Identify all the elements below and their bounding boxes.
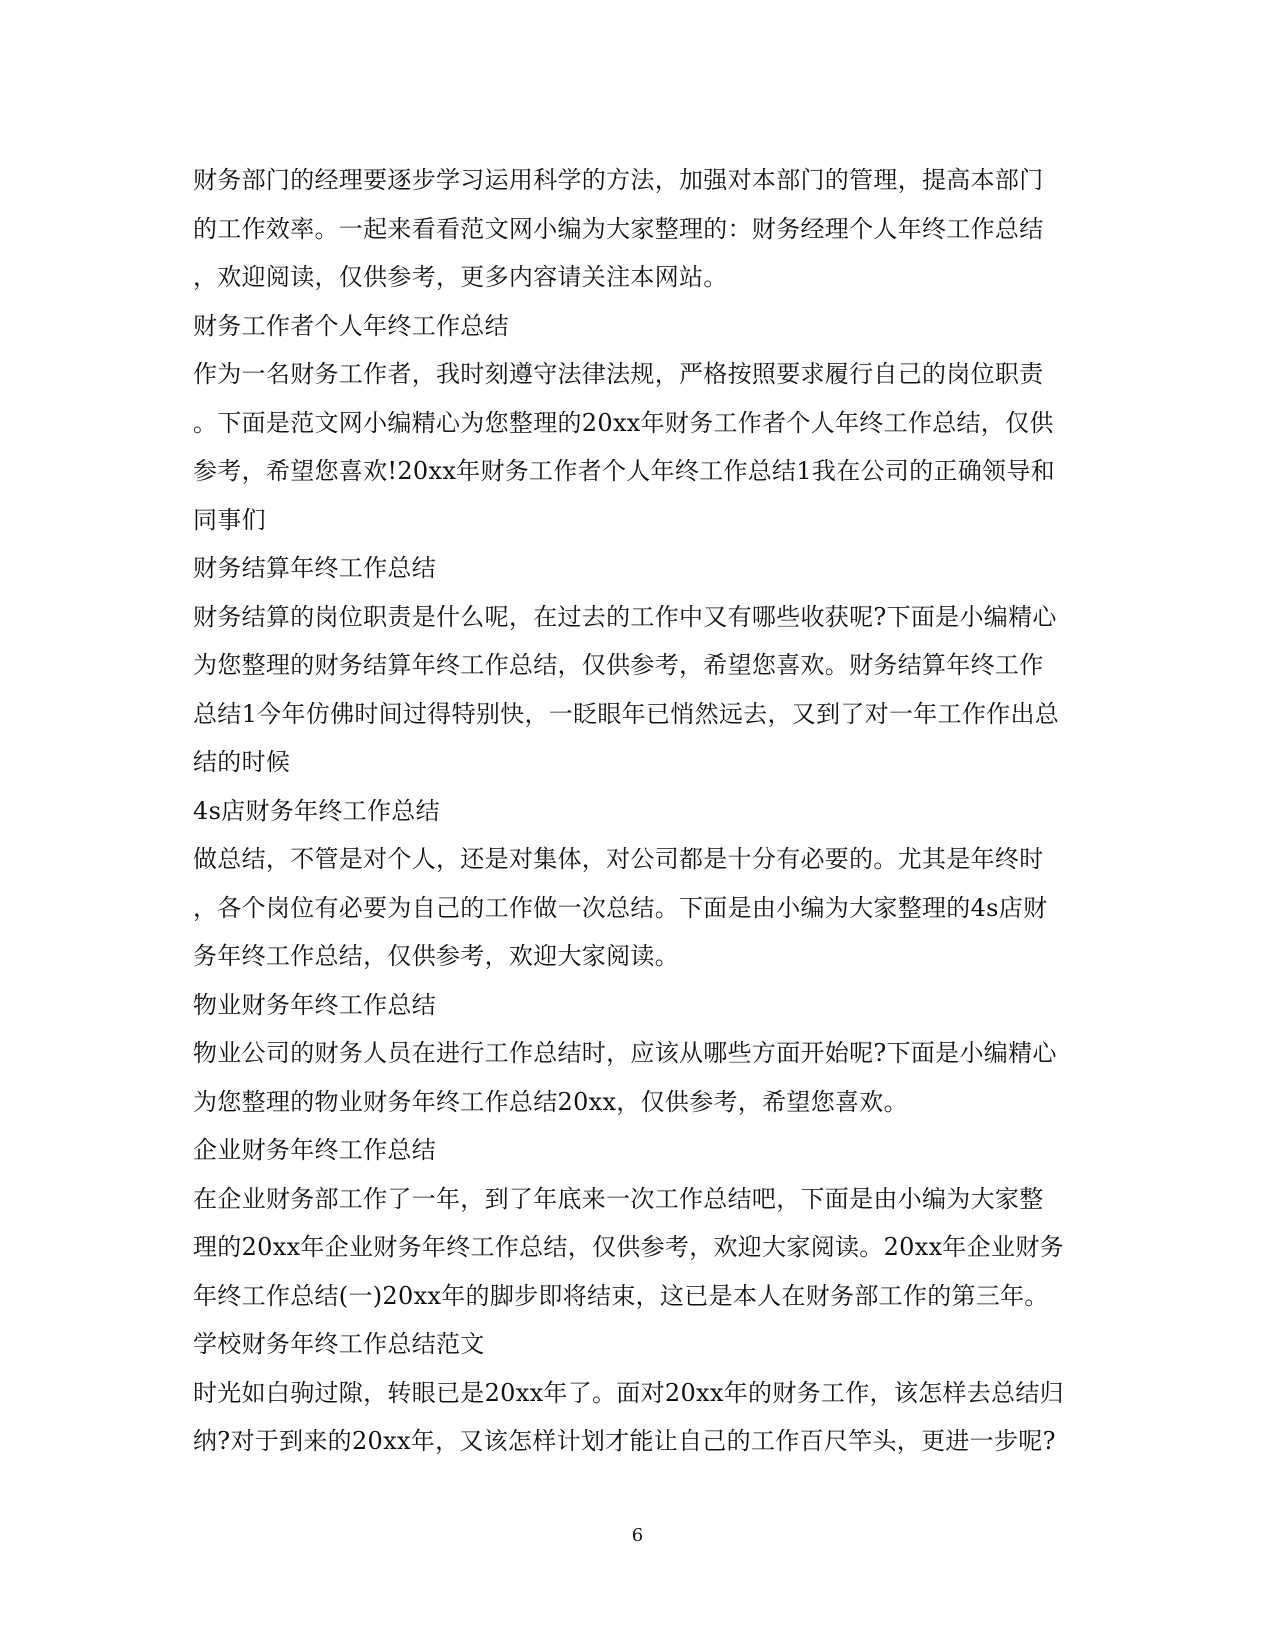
text-line: ，欢迎阅读，仅供参考，更多内容请关注本网站。: [193, 263, 728, 291]
section-heading: 学校财务年终工作总结范文: [193, 1330, 485, 1358]
text-line: 做总结，不管是对个人，还是对集体，对公司都是十分有必要的。尤其是年终时: [193, 845, 1044, 873]
section-heading: 物业财务年终工作总结: [193, 990, 436, 1019]
text-line: 理的20xx年企业财务年终工作总结，仅供参考，欢迎大家阅读。20xx年企业财务: [193, 1233, 1064, 1261]
text-line: 时光如白驹过隙，转眼已是20xx年了。面对20xx年的财务工作，该怎样去总结归: [193, 1378, 1064, 1407]
text-line: 务年终工作总结，仅供参考，欢迎大家阅读。: [193, 942, 679, 970]
text-line: 结的时候: [193, 748, 291, 776]
section-heading: 4s店财务年终工作总结: [193, 796, 440, 825]
text-line: 为您整理的物业财务年终工作总结20xx，仅供参考，希望您喜欢。: [193, 1087, 908, 1116]
text-line: 。下面是范文网小编精心为您整理的20xx年财务工作者个人年终工作总结，仅供: [193, 408, 1054, 437]
text-line: 物业公司的财务人员在进行工作总结时，应该从哪些方面开始呢?下面是小编精心: [193, 1039, 1057, 1067]
text-line: 年终工作总结(一)20xx年的脚步即将结束，这已是本人在财务部工作的第三年。: [193, 1281, 1049, 1310]
text-line: 纳?对于到来的20xx年，又该怎样计划才能让自己的工作百尺竿头，更进一步呢?: [193, 1427, 1056, 1455]
page-number: 6: [631, 1525, 644, 1546]
text-line: 的工作效率。一起来看看范文网小编为大家整理的：财务经理个人年终工作总结: [193, 214, 1044, 243]
text-line: 参考，希望您喜欢!20xx年财务工作者个人年终工作总结1我在公司的正确领导和: [193, 457, 1055, 485]
document-body: [193, 156, 1083, 1466]
text-line: 总结1今年仿佛时间过得特别快，一眨眼年已悄然远去，又到了对一年工作作出总: [193, 699, 1060, 728]
section-heading: 财务结算年终工作总结: [193, 554, 436, 582]
text-line: 为您整理的财务结算年终工作总结，仅供参考，希望您喜欢。财务结算年终工作: [193, 651, 1044, 679]
text-line: ，各个岗位有必要为自己的工作做一次总结。下面是由小编为大家整理的4s店财: [193, 893, 1048, 922]
text-line: 作为一名财务工作者，我时刻遵守法律法规，严格按照要求履行自己的岗位职责: [193, 360, 1044, 388]
section-heading: 财务工作者个人年终工作总结: [193, 311, 509, 340]
text-line: 在企业财务部工作了一年，到了年底来一次工作总结吧，下面是由小编为大家整: [193, 1184, 1044, 1213]
text-line: 同事们: [193, 505, 266, 534]
text-line: 财务结算的岗位职责是什么呢，在过去的工作中又有哪些收获呢?下面是小编精心: [193, 602, 1057, 631]
text-line: 财务部门的经理要逐步学习运用科学的方法，加强对本部门的管理，提高本部门: [193, 166, 1044, 194]
section-heading: 企业财务年终工作总结: [193, 1136, 436, 1164]
